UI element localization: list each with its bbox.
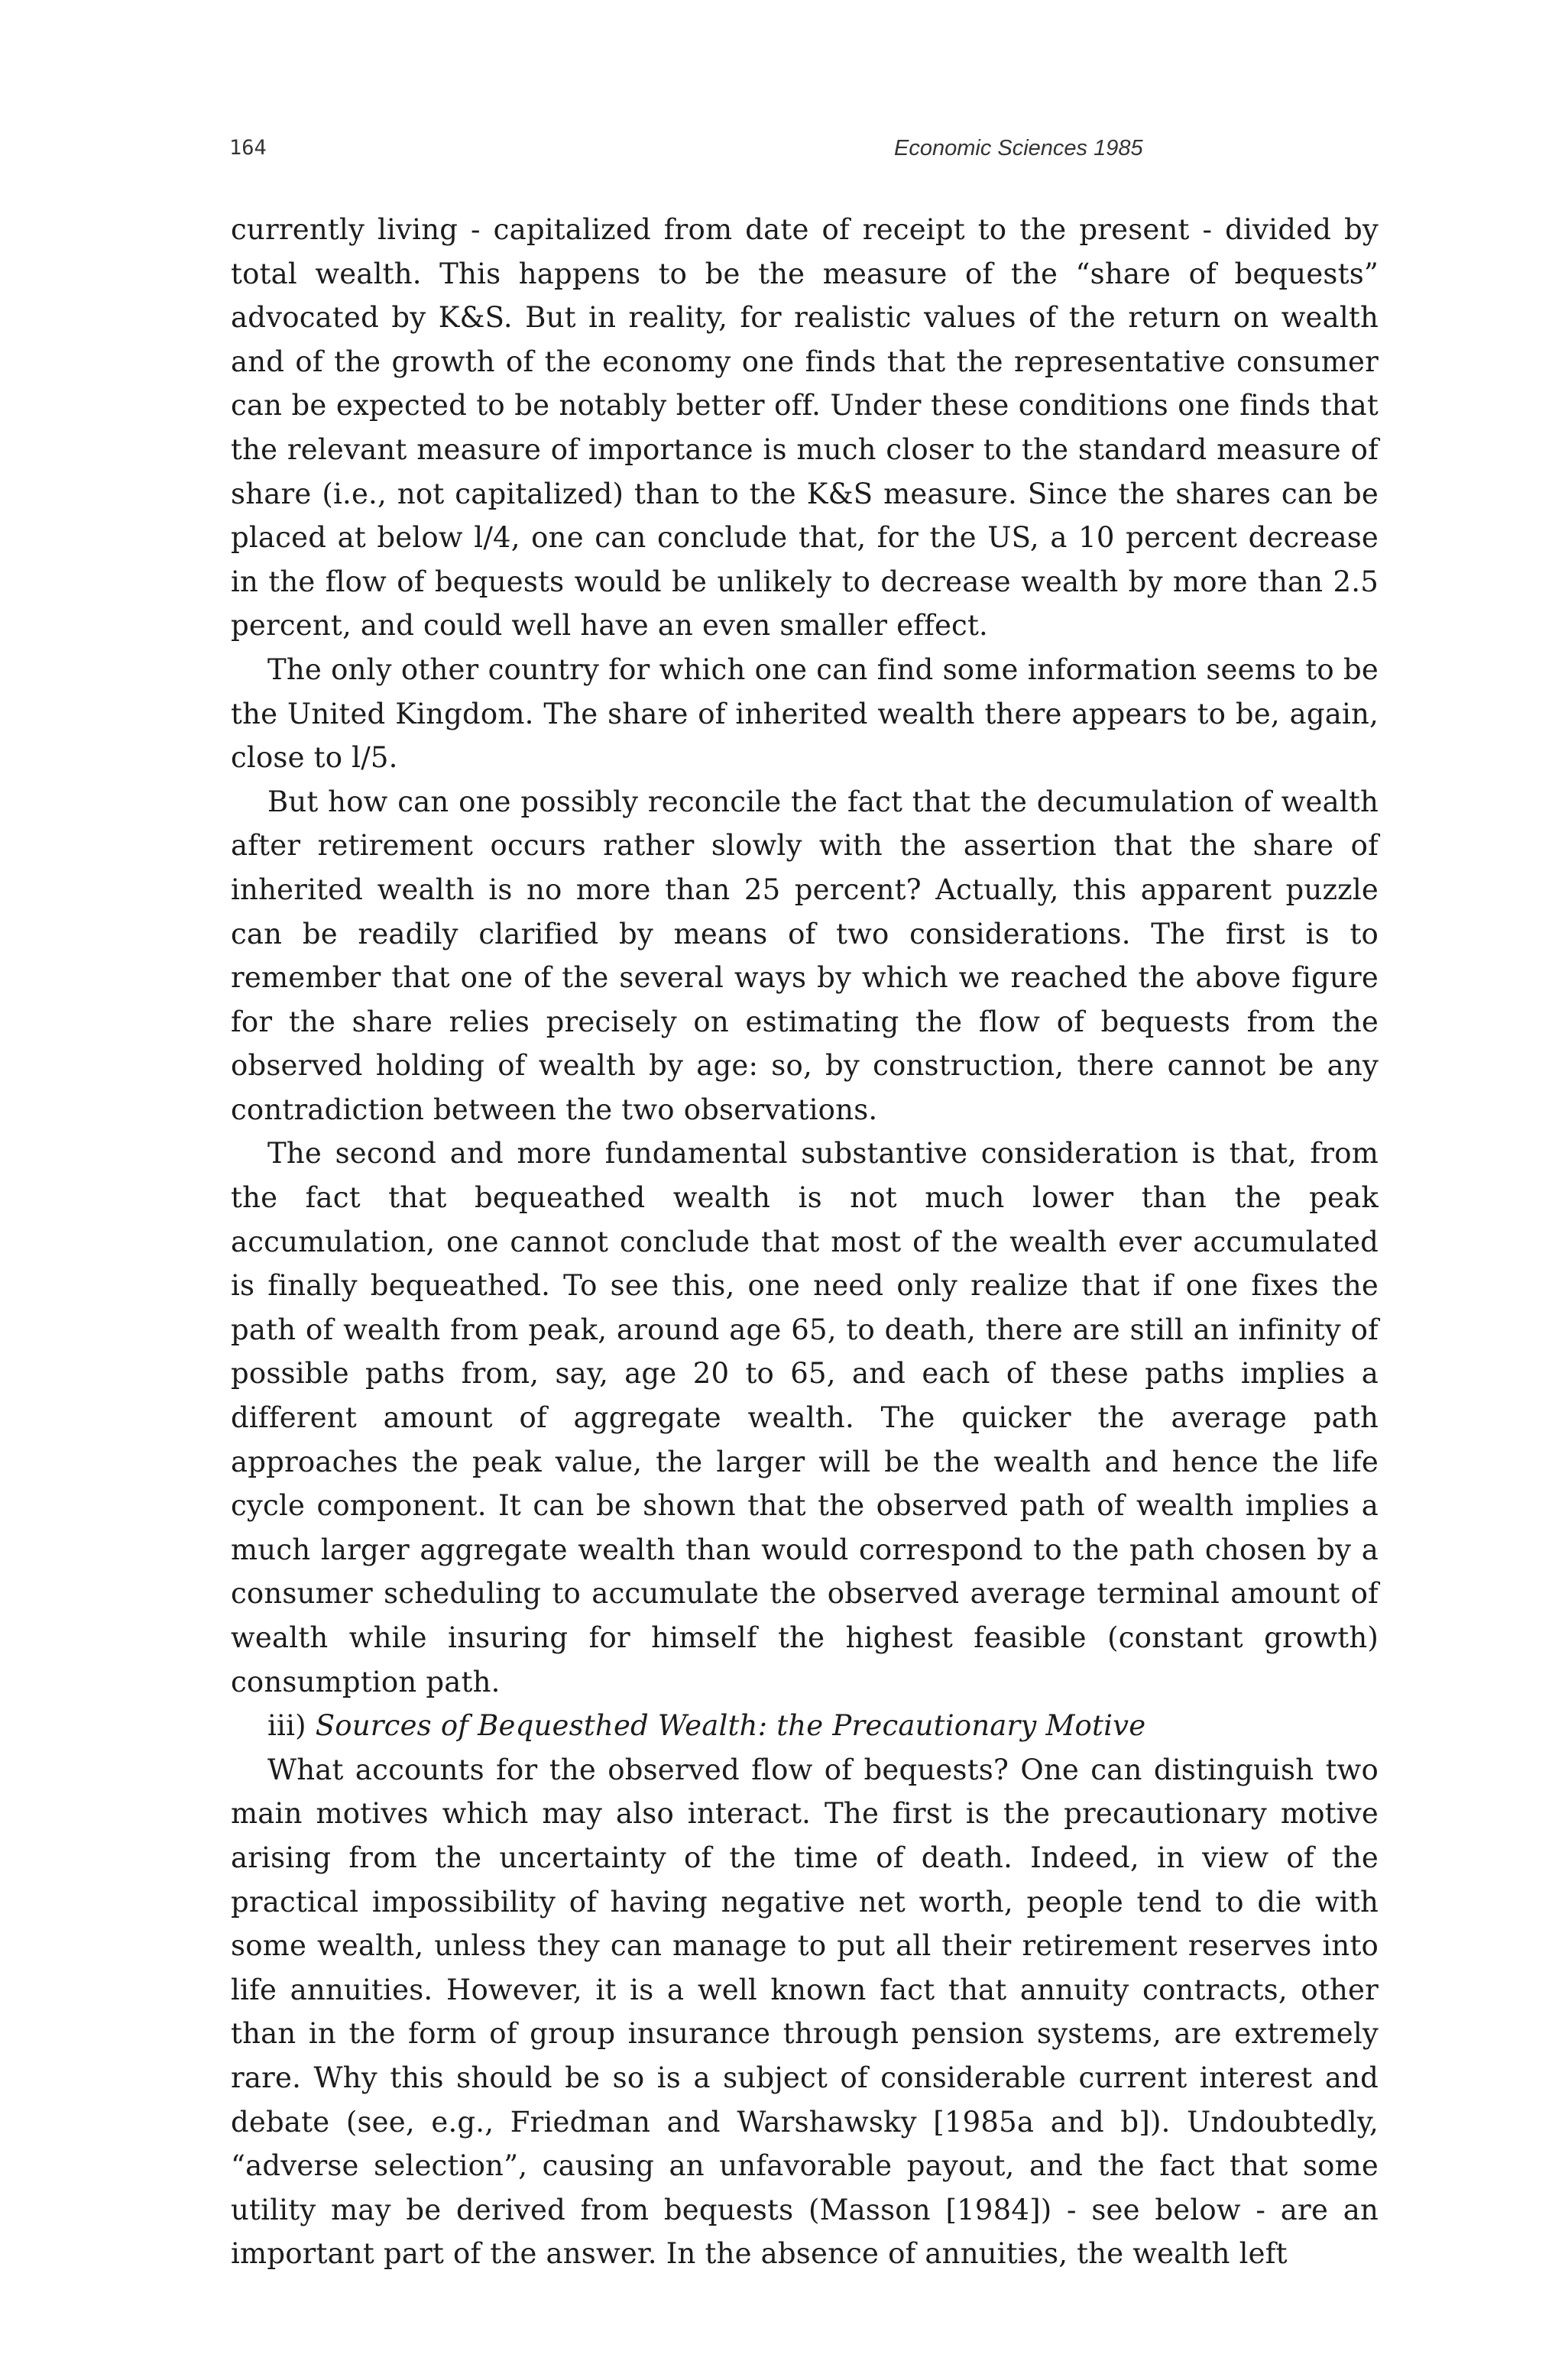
running-title: Economic Sciences 1985: [894, 136, 1143, 160]
page-header: [229, 136, 1375, 174]
subsection-label: iii): [267, 1709, 306, 1743]
paragraph-5: What accounts for the observed flow of bequests? One can distinguish two main motives which may also interact. The first is the precautionary motive arising from the uncertainty of the time of death. Indeed, in view of the practical impossibility of having negative net worth, people tend to die with some wealth, unless they can manage to put all their retirement reserves into life annuities. However, it is a well known fact that annuity contracts, other than in the form of group insurance through pension systems, are extremely rare. Why this should be so is a subject of considerable current interest and debate (see, e.g., Friedman and Warshawsky [1985a and b]). Undoubtedly, “adverse selection”, causing an unfavorable payout, and the fact that some utility may be derived from bequests (Masson [1984]) - see below - are an important part of the answer. In the absence of annuities, the wealth left: [231, 1753, 1379, 2271]
paragraph-4: The second and more fundamental substantive consideration is that, from the fact that bequeathed wealth is not much lower than the peak accumulation, one cannot conclude that most of the wealth ever accumulated is finally bequeathed. To see this, one need only realize that if one fixes the path of wealth from peak, around age 65, to death, there are still an infinity of possible paths from, say, age 20 to 65, and each of these paths implies a different amount of aggregate wealth. The quicker the average path approaches the peak value, the larger will be the wealth and hence the life cycle component. It can be shown that the observed path of wealth implies a much larger aggregate wealth than would correspond to the path chosen by a consumer scheduling to accumulate the observed average terminal amount of wealth while insuring for himself the highest feasible (constant growth) consumption path.: [231, 1137, 1379, 1698]
paragraph-3: But how can one possibly reconcile the fact that the decumulation of wealth after retirement occurs rather slowly with the assertion that the share of inherited wealth is no more than 25 percent? Actually, this apparent puzzle can be readily clarified by means of two considerations. The first is to remember that one of the several ways by which we reached the above figure for the share relies precisely on estimating the flow of bequests from the observed holding of wealth by age: so, by construction, there cannot be any contradiction between the two observations.: [231, 785, 1379, 1126]
subsection-heading: [231, 1704, 1379, 1748]
body-text: [231, 208, 1379, 2276]
subsection-title: Sources of Bequesthed Wealth: the Precautionary Motive: [315, 1709, 1146, 1743]
page-number: 164: [229, 136, 267, 160]
paragraph-2: The only other country for which one can find some information seems to be the United Kingdom. The share of inherited wealth there appears to be, again, close to l/5.: [231, 652, 1379, 775]
paragraph-1: currently living - capitalized from date of receipt to the present - divided by total wealth. This happens to be the measure of the “share of bequests” advocated by K&S. But in reality, for realistic values of the return on wealth and of the growth of the economy one finds that the representative consumer can be expected to be notably better off. Under these conditions one finds that the relevant measure of importance is much closer to the standard measure of share (i.e., not capitalized) than to the K&S measure. Since the shares can be placed at below l/4, one can conclude that, for the US, a 10 percent decrease in the flow of bequests would be unlikely to decrease wealth by more than 2.5 percent, and could well have an even smaller effect.: [231, 213, 1379, 643]
